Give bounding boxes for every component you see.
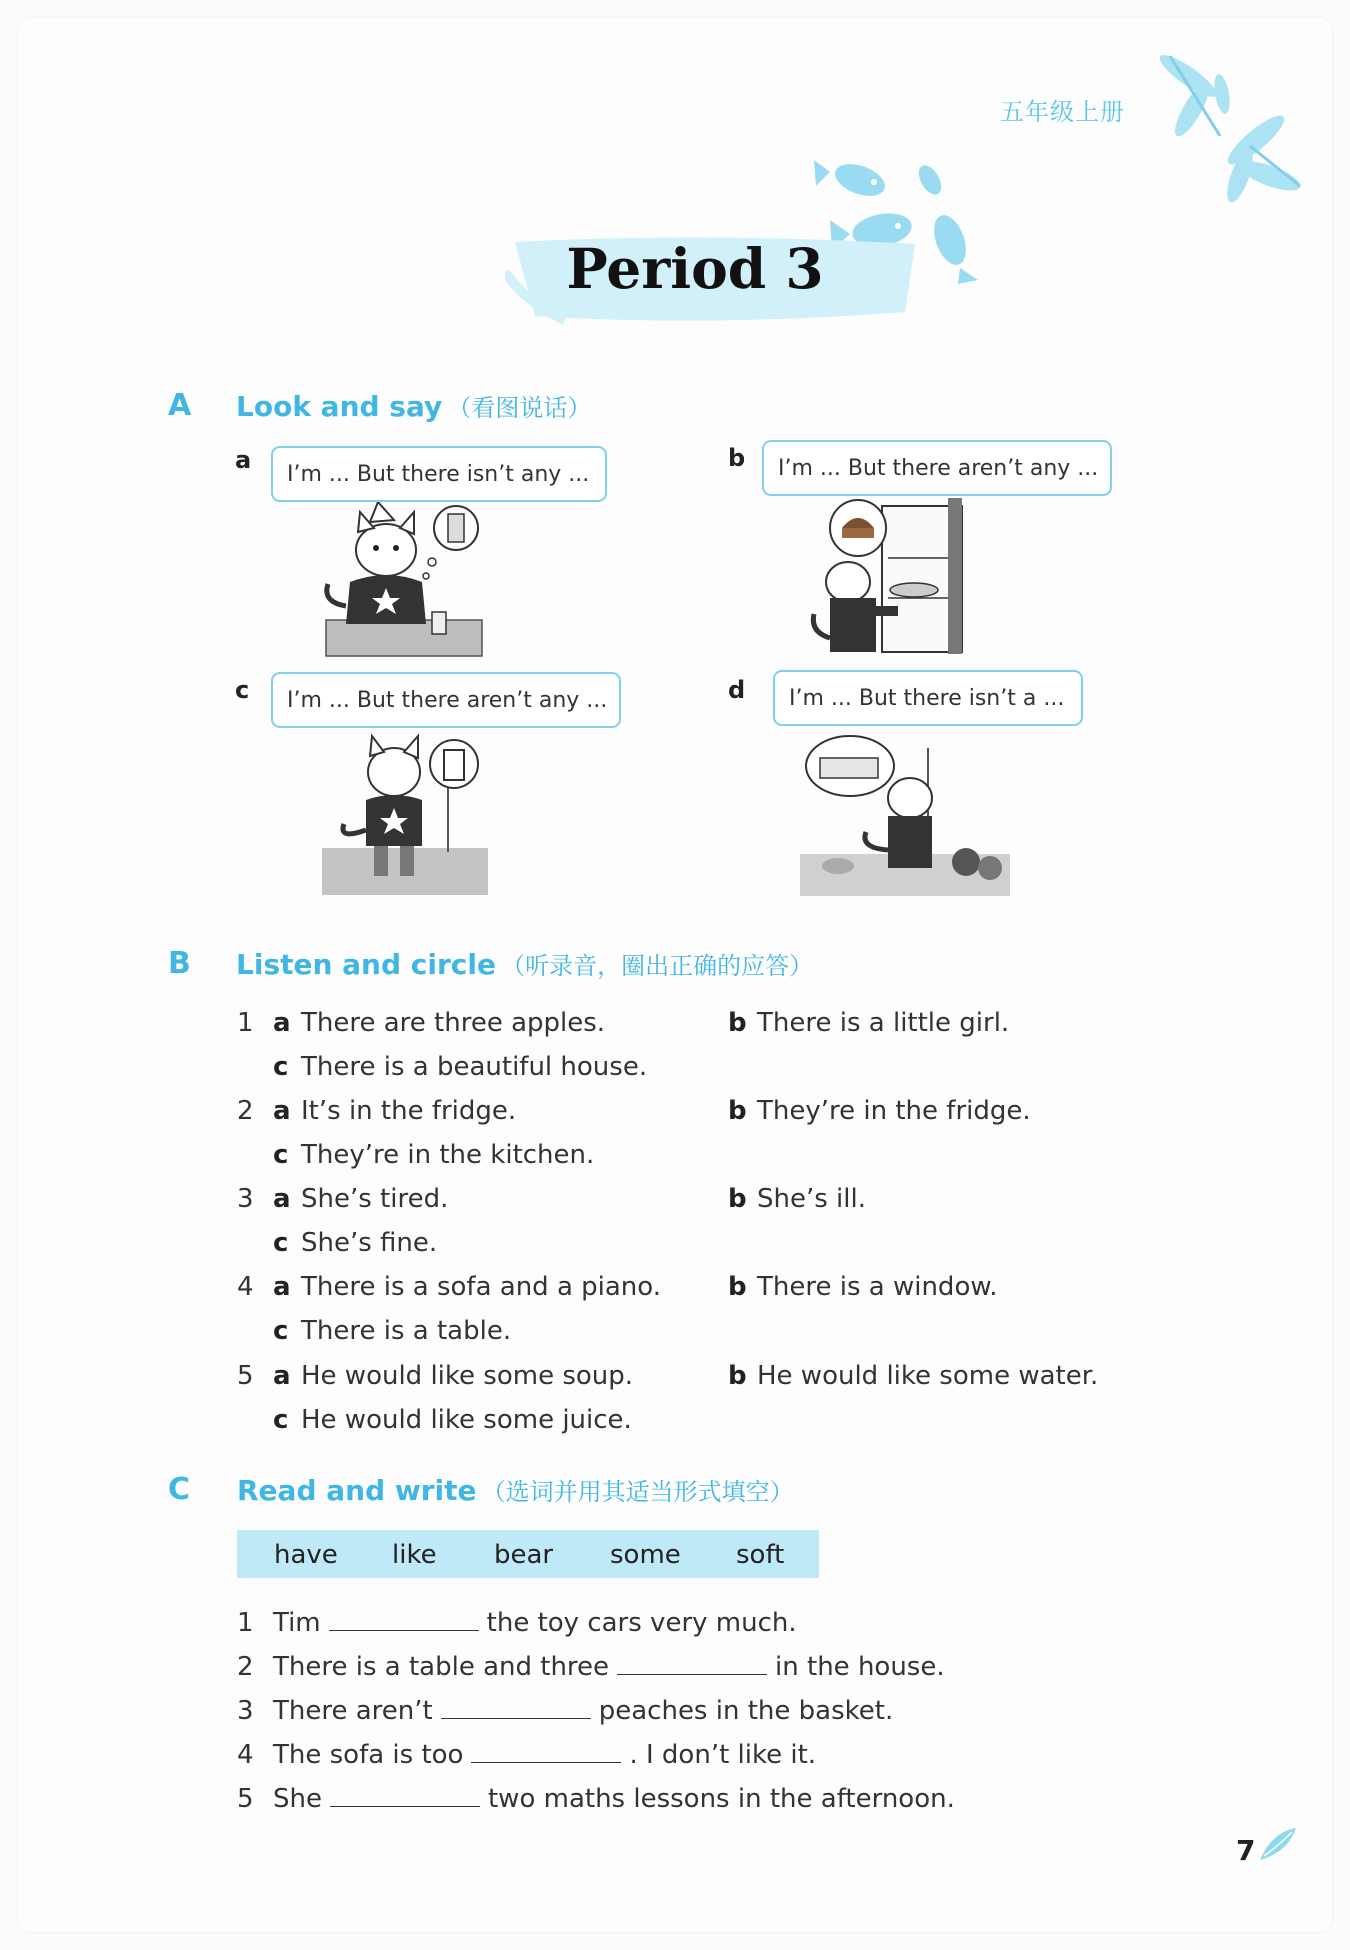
word-bank-word: have [274, 1540, 338, 1570]
speech-bubble-a-text: I’m ... But there isn’t any ... [287, 461, 590, 487]
question-number: 1 [237, 1008, 254, 1038]
section-a-subtitle: （看图说话） [447, 394, 592, 422]
option-c-text[interactable]: He would like some juice. [301, 1405, 632, 1435]
section-c-heading [237, 1472, 794, 1507]
fill-sentence [237, 1696, 893, 1726]
option-a-label[interactable]: a [273, 1008, 291, 1038]
cat-fridge-illustration [798, 498, 973, 654]
section-c-subtitle: （选词并用其适当形式填空） [481, 1478, 794, 1506]
sentence-number: 1 [237, 1608, 254, 1638]
picture-a-letter: a [235, 446, 252, 474]
word-bank-word: bear [494, 1540, 554, 1570]
option-c-label[interactable]: c [273, 1228, 289, 1258]
fill-sentence [237, 1652, 945, 1682]
word-bank-word: some [610, 1540, 681, 1570]
option-a-label[interactable]: a [273, 1096, 291, 1126]
word-bank-word: soft [736, 1540, 785, 1570]
word-bank-word: like [392, 1540, 437, 1570]
option-a-text[interactable]: She’s tired. [301, 1184, 449, 1214]
section-a-letter: A [168, 388, 192, 423]
option-c-text[interactable]: There is a table. [301, 1316, 512, 1346]
answer-blank[interactable] [471, 1740, 621, 1763]
section-b-heading [236, 946, 813, 981]
section-b-letter: B [168, 946, 191, 981]
sentence-text-before: Tim [273, 1608, 321, 1638]
sentence-number: 5 [237, 1784, 254, 1814]
picture-b-letter: b [728, 444, 746, 472]
option-a-label[interactable]: a [273, 1184, 291, 1214]
section-b-subtitle: （听录音，圈出正确的应答） [501, 952, 814, 980]
sentence-text-before: There aren’t [273, 1696, 433, 1726]
option-c-label[interactable]: c [273, 1405, 289, 1435]
question-number: 3 [237, 1184, 254, 1214]
option-c-label[interactable]: c [273, 1140, 289, 1170]
option-b-label[interactable]: b [728, 1361, 747, 1391]
picture-c-letter: c [235, 676, 250, 704]
section-a-title: Look and say [236, 390, 443, 423]
speech-bubble-c [271, 672, 621, 728]
sentence-text-after: peaches in the basket. [598, 1696, 894, 1726]
sentence-number: 3 [237, 1696, 254, 1726]
option-b-text[interactable]: There is a little girl. [757, 1008, 1010, 1038]
question-number: 5 [237, 1361, 254, 1391]
cat-thirsty-illustration [318, 502, 490, 657]
option-c-text[interactable]: There is a beautiful house. [301, 1052, 648, 1082]
option-b-text[interactable]: They’re in the fridge. [757, 1096, 1031, 1126]
question-number: 4 [237, 1272, 254, 1302]
option-b-label[interactable]: b [728, 1008, 747, 1038]
dragonfly-icon [1130, 36, 1310, 216]
fill-sentence [237, 1608, 797, 1638]
option-a-text[interactable]: There are three apples. [301, 1008, 606, 1038]
page-title: Period 3 [566, 236, 824, 301]
sentence-text-before: The sofa is too [273, 1740, 464, 1770]
option-b-text[interactable]: There is a window. [757, 1272, 998, 1302]
option-a-label[interactable]: a [273, 1272, 291, 1302]
cat-sleepy-illustration [800, 728, 1010, 896]
section-c-letter: C [168, 1472, 191, 1507]
leaf-icon [1258, 1826, 1298, 1862]
option-b-label[interactable]: b [728, 1096, 747, 1126]
option-c-text[interactable]: She’s fine. [301, 1228, 438, 1258]
option-a-text[interactable]: He would like some soup. [301, 1361, 634, 1391]
sentence-text-before: There is a table and three [273, 1652, 610, 1682]
speech-bubble-d [773, 670, 1083, 726]
sentence-number: 2 [237, 1652, 254, 1682]
picture-d-letter: d [728, 676, 746, 704]
section-a-heading [236, 388, 591, 423]
option-b-text[interactable]: He would like some water. [757, 1361, 1099, 1391]
option-c-label[interactable]: c [273, 1052, 289, 1082]
grade-label: 五年级上册 [1000, 98, 1125, 126]
fill-sentence [237, 1740, 816, 1770]
sentence-text-before: She [273, 1784, 322, 1814]
option-a-text[interactable]: There is a sofa and a piano. [301, 1272, 662, 1302]
option-a-label[interactable]: a [273, 1361, 291, 1391]
speech-bubble-c-text: I’m ... But there aren’t any ... [287, 687, 608, 713]
sentence-text-after: two maths lessons in the afternoon. [487, 1784, 955, 1814]
section-b-title: Listen and circle [236, 948, 496, 981]
option-c-text[interactable]: They’re in the kitchen. [301, 1140, 595, 1170]
fill-sentence [237, 1784, 955, 1814]
sentence-text-after: in the house. [775, 1652, 945, 1682]
question-number: 2 [237, 1096, 254, 1126]
answer-blank[interactable] [329, 1608, 479, 1631]
sentence-text-after: . I don’t like it. [629, 1740, 817, 1770]
option-b-label[interactable]: b [728, 1272, 747, 1302]
speech-bubble-b-text: I’m ... But there aren’t any ... [778, 455, 1099, 481]
option-b-label[interactable]: b [728, 1184, 747, 1214]
section-c-title: Read and write [237, 1474, 477, 1507]
answer-blank[interactable] [330, 1784, 480, 1807]
sentence-number: 4 [237, 1740, 254, 1770]
cat-tired-illustration [322, 730, 488, 895]
page-number: 7 [1236, 1834, 1256, 1867]
sentence-text-after: the toy cars very much. [486, 1608, 797, 1638]
option-a-text[interactable]: It’s in the fridge. [301, 1096, 517, 1126]
speech-bubble-a [271, 446, 607, 502]
answer-blank[interactable] [617, 1652, 767, 1675]
speech-bubble-b [762, 440, 1112, 496]
option-b-text[interactable]: She’s ill. [757, 1184, 866, 1214]
option-c-label[interactable]: c [273, 1316, 289, 1346]
speech-bubble-d-text: I’m ... But there isn’t a ... [789, 685, 1065, 711]
answer-blank[interactable] [441, 1696, 591, 1719]
